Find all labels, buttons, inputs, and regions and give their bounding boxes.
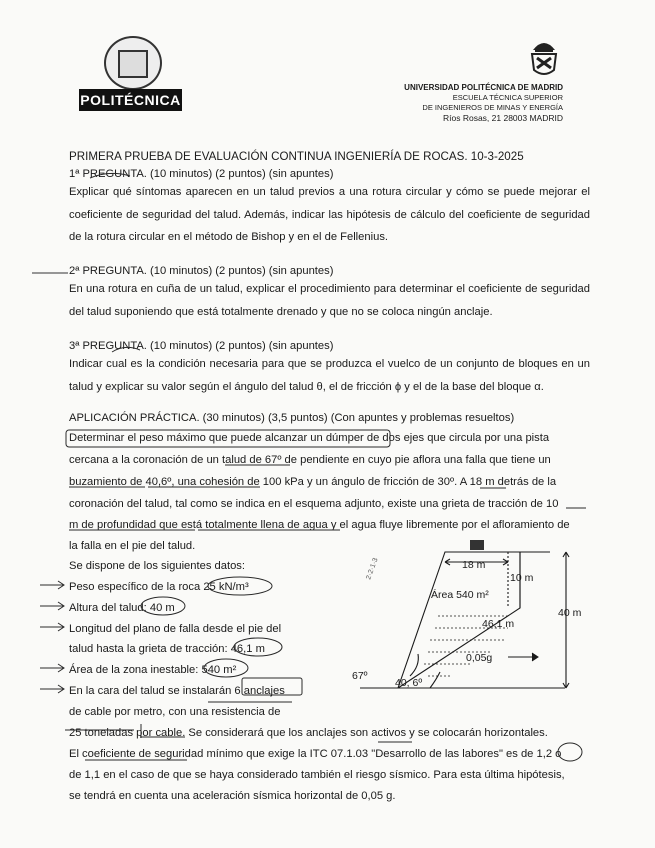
app-heading: APLICACIÓN PRÁCTICA. (30 minutos) (3,5 puntos) (Con apuntes y problemas resueltos) bbox=[69, 412, 515, 424]
data-item-5: Área de la zona inestable: 540 m² bbox=[69, 664, 237, 676]
school-line1: ESCUELA TÉCNICA SUPERIOR bbox=[452, 93, 563, 102]
dimension-40m bbox=[563, 552, 569, 688]
hand-circle bbox=[558, 743, 582, 761]
app-line-2: cercana a la coronación de un talud de 67º de pendiente en cuyo pie aflora una falla que tiene un bbox=[69, 454, 551, 466]
scribble-mark bbox=[112, 347, 140, 352]
data-item-7: de cable por metro, con una resistencia de bbox=[69, 706, 281, 718]
q1-body: Explicar qué síntomas aparecen en un talud previos a una rotura circular y cómo se puede mejorar el coeficiente de seguridad del talud. Además, indicar las hipótesis de cálculo del coeficiente de seguridad de la rotura circular en el método de Bishop y en el de Fellenius. bbox=[69, 186, 590, 243]
data-intro: Se dispone de los siguientes datos: bbox=[69, 560, 246, 572]
app-line-3: buzamiento de 40,6º, una cohesión de 100 kPa y un ángulo de fricción de 30º. A 18 m detrás de la bbox=[69, 476, 557, 488]
angle-arc-67 bbox=[410, 654, 418, 676]
label-461: 46,1 m bbox=[482, 618, 515, 630]
underline bbox=[65, 724, 141, 738]
dumper-truck-icon bbox=[470, 540, 484, 550]
data-item-2: Altura del talud: 40 m bbox=[69, 602, 175, 614]
data-item-6: En la cara del talud se instalarán 6 anclajes bbox=[69, 685, 285, 697]
hand-circle bbox=[204, 659, 248, 677]
closing-line-3: se tendrá en cuenta una aceleración sísmica horizontal de 0,05 g. bbox=[69, 790, 396, 802]
arrow-mark bbox=[40, 581, 64, 589]
hand-circle bbox=[208, 577, 272, 595]
label-406: 40, 6º bbox=[395, 677, 423, 689]
q2-heading: 2ª PREGUNTA. (10 minutos) (2 puntos) (sin apuntes) bbox=[69, 265, 334, 277]
university-name: UNIVERSIDAD POLITÉCNICA DE MADRID bbox=[404, 83, 563, 92]
app-line-6: la falla en el pie del talud. bbox=[69, 540, 196, 552]
closing-line-2: de 1,1 en el caso de que se haya considerado también el riesgo sísmico. Para esta última hipótesis, bbox=[69, 769, 565, 781]
q2-body: En una rotura en cuña de un talud, explicar el procedimiento para determinar el coeficiente de seguridad del talud suponiendo que está totalmente drenado y que no se coloca ningún anclaje. bbox=[69, 283, 590, 318]
hand-circle bbox=[234, 638, 282, 656]
app-line-1: Determinar el peso máximo que puede alcanzar un dúmper de dos ejes que circula por una pista bbox=[69, 432, 550, 444]
data-item-3: Longitud del plano de falla desde el pie del bbox=[69, 623, 282, 635]
school-line2: DE INGENIEROS DE MINAS Y ENERGÍA bbox=[422, 103, 563, 112]
q1-heading: 1ª PREGUNTA. (10 minutos) (2 puntos) (sin apuntes) bbox=[69, 168, 334, 180]
hand-box-2 bbox=[242, 678, 302, 695]
closing-line-1: El coeficiente de seguridad mínimo que exige la ITC 07.1.03 "Desarrollo de las labores" es de 1,2 o bbox=[69, 748, 562, 760]
arrow-mark bbox=[40, 685, 64, 693]
scribble-mark bbox=[90, 173, 130, 178]
data-item-4: talud hasta la grieta de tracción: 46,1 m bbox=[69, 643, 265, 655]
data-item-1: Peso específico de la roca 25 kN/m³ bbox=[69, 581, 249, 593]
label-67: 67º bbox=[352, 670, 368, 682]
label-40m: 40 m bbox=[558, 607, 582, 619]
label-18m: 18 m bbox=[462, 559, 486, 571]
address: Ríos Rosas, 21 28003 MADRID bbox=[443, 113, 563, 123]
slope-diagram bbox=[340, 540, 600, 705]
data-item-8: 25 toneladas por cable. Se considerará que los anclajes son activos y se colocarán horizontales. bbox=[69, 727, 548, 739]
hand-box-1 bbox=[66, 430, 390, 447]
label-10m: 10 m bbox=[510, 572, 534, 584]
arrow-mark bbox=[40, 664, 64, 672]
exam-title: PRIMERA PRUEBA DE EVALUACIÓN CONTINUA INGENIERÍA DE ROCAS. 10-3-2025 bbox=[69, 150, 524, 163]
arrow-mark bbox=[40, 623, 64, 631]
angle-arc-406 bbox=[430, 672, 440, 688]
app-line-5: m de profundidad que está totalmente llena de agua y el agua fluye libremente por el afloramiento de bbox=[69, 519, 570, 531]
hand-circle bbox=[141, 597, 185, 615]
handwritten-note: 2·2·1·3 bbox=[365, 557, 380, 581]
label-area: Área 540 m² bbox=[431, 589, 489, 601]
app-line-4: coronación del talud, tal como se indica en el esquema adjunto, existe una grieta de tracción de 10 bbox=[69, 498, 559, 510]
q3-heading: 3ª PREGUNTA. (10 minutos) (2 puntos) (sin apuntes) bbox=[69, 340, 334, 352]
seismic-arrow-icon bbox=[508, 653, 538, 661]
politecnica-logo: POLITÉCNICA bbox=[79, 89, 182, 111]
arrow-mark bbox=[40, 602, 64, 610]
label-seismic: 0,05g bbox=[466, 652, 493, 664]
q3-body: Indicar cual es la condición necesaria para que se produzca el vuelco de un conjunto de bloques en un talud y explicar su valor según el ángulo del talud θ, el de fricción ϕ y el de la base del bloque α. bbox=[69, 358, 590, 393]
